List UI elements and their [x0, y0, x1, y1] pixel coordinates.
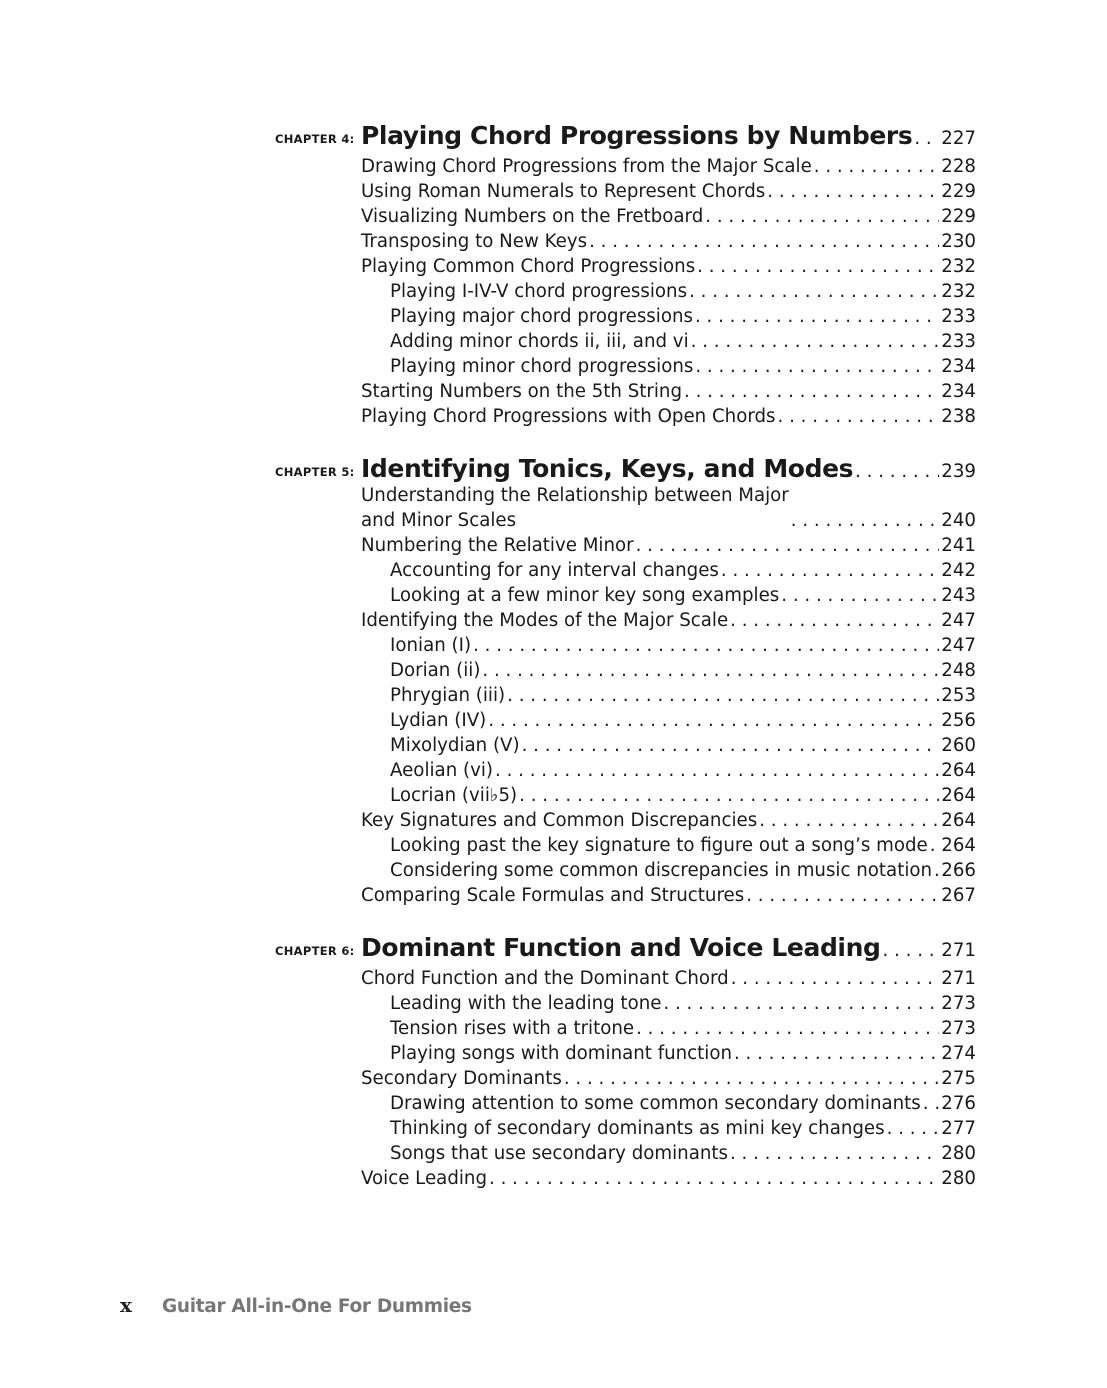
entry-page-number: 274 [941, 1043, 976, 1064]
entry-page-number: 233 [941, 306, 976, 327]
toc-subentry[interactable] [390, 583, 976, 608]
dot-leader [684, 379, 939, 404]
dot-leader [695, 304, 939, 329]
toc-entry[interactable] [361, 154, 976, 179]
chapter-section [0, 451, 1107, 908]
entry-page-number: 264 [941, 760, 976, 781]
dot-leader [814, 154, 940, 179]
entry-page-number: 264 [941, 785, 976, 806]
entry-page-number: 230 [941, 231, 976, 252]
entry-page-number: 233 [941, 331, 976, 352]
dot-leader [855, 459, 939, 484]
toc-entry[interactable] [361, 487, 976, 533]
toc-subentry[interactable] [390, 758, 976, 783]
entry-page-number: 240 [941, 510, 976, 531]
chapter-title: Identifying Tonics, Keys, and Modes [361, 454, 854, 483]
entry-title: Playing Common Chord Progressions [361, 256, 696, 277]
toc-entry[interactable] [361, 1066, 976, 1091]
entry-page-number: 241 [941, 535, 976, 556]
toc-subentry[interactable] [390, 733, 976, 758]
entry-page-number: 273 [941, 1018, 976, 1039]
toc-entry[interactable] [361, 1166, 976, 1191]
entry-page-number: 264 [941, 835, 976, 856]
dot-leader [495, 758, 939, 783]
dot-leader [767, 179, 939, 204]
entry-title: Dorian (ii) [390, 660, 481, 681]
dot-leader [734, 1041, 939, 1066]
entry-page-number: 271 [941, 968, 976, 989]
toc-subentry[interactable] [390, 833, 976, 858]
entry-page-number: 277 [941, 1118, 976, 1139]
entry-page-number: 229 [941, 181, 976, 202]
dot-leader [564, 1066, 939, 1091]
toc-subentry[interactable] [390, 1091, 976, 1116]
entry-title-continued: and Minor Scales [361, 510, 517, 531]
toc-subentry[interactable] [390, 279, 976, 304]
toc-subentry[interactable] [390, 1141, 976, 1166]
toc-entry[interactable] [361, 179, 976, 204]
entry-page-number: 256 [941, 710, 976, 731]
entry-title: Ionian (I) [390, 635, 472, 656]
chapter-section [0, 930, 1107, 1191]
entry-title: Locrian (vii♭5) [390, 785, 518, 806]
dot-leader [883, 938, 940, 963]
entry-page-number: 229 [941, 206, 976, 227]
entry-title: Aeolian (vi) [390, 760, 494, 781]
dot-leader [791, 508, 940, 533]
dot-leader [730, 608, 939, 633]
dot-leader [705, 204, 939, 229]
entry-title: Understanding the Relationship between Major [361, 485, 789, 506]
entry-title: Identifying the Modes of the Major Scale [361, 610, 729, 631]
dot-leader [482, 658, 939, 683]
chapter-page-number: 271 [941, 940, 976, 961]
dot-leader [636, 1016, 939, 1041]
dot-leader [934, 858, 939, 883]
entry-page-number: 247 [941, 635, 976, 656]
entry-page-number: 280 [941, 1143, 976, 1164]
dot-leader [488, 708, 939, 733]
entry-page-number: 238 [941, 406, 976, 427]
chapter-label: CHAPTER 5: [275, 465, 355, 479]
toc-subentry[interactable] [390, 1116, 976, 1141]
chapter-title: Dominant Function and Voice Leading [361, 933, 881, 962]
toc-subentry[interactable] [390, 683, 976, 708]
toc-subentry[interactable] [390, 304, 976, 329]
entry-page-number: 232 [941, 281, 976, 302]
page-number: x [120, 1293, 132, 1317]
entry-title: Secondary Dominants [361, 1068, 562, 1089]
dot-leader [887, 1116, 940, 1141]
toc-entry[interactable] [361, 404, 976, 429]
entry-page-number: 266 [941, 860, 976, 881]
toc-entry[interactable] [361, 883, 976, 908]
chapter-page-number: 227 [941, 128, 976, 149]
dot-leader [778, 404, 940, 429]
entry-title: Playing minor chord progressions [390, 356, 694, 377]
toc-subentry[interactable] [390, 558, 976, 583]
chapter-label: CHAPTER 4: [275, 132, 355, 146]
entry-title: Phrygian (iii) [390, 685, 506, 706]
entry-page-number: 232 [941, 256, 976, 277]
entry-title: Adding minor chords ii, iii, and vi [390, 331, 689, 352]
entry-title: Playing Chord Progressions with Open Chords [361, 406, 776, 427]
dot-leader [746, 883, 939, 908]
dot-leader [721, 558, 939, 583]
dot-leader [923, 1091, 940, 1116]
dot-leader [691, 329, 940, 354]
entry-title: Chord Function and the Dominant Chord [361, 968, 729, 989]
entry-page-number: 234 [941, 356, 976, 377]
dot-leader [781, 583, 939, 608]
entry-page-number: 228 [941, 156, 976, 177]
entry-title: Transposing to New Keys [361, 231, 588, 252]
toc-subentry[interactable] [390, 658, 976, 683]
entry-title: Looking past the key signature to figure out a song’s mode [390, 835, 928, 856]
chapter-heading[interactable] [275, 930, 976, 966]
toc-subentry[interactable] [390, 1016, 976, 1041]
dot-leader [519, 783, 939, 808]
dot-leader [695, 354, 939, 379]
entry-title: Key Signatures and Common Discrepancies [361, 810, 758, 831]
chapter-heading[interactable] [275, 118, 976, 154]
dot-leader [589, 229, 939, 254]
entry-title: Playing I-IV-V chord progressions [390, 281, 688, 302]
entry-title: Drawing Chord Progressions from the Major Scale [361, 156, 812, 177]
toc-subentry[interactable] [390, 1041, 976, 1066]
dot-leader [522, 733, 940, 758]
toc-subentry[interactable] [390, 783, 976, 808]
entry-title: Voice Leading [361, 1168, 487, 1189]
entry-page-number: 280 [941, 1168, 976, 1189]
entry-title: Comparing Scale Formulas and Structures [361, 885, 745, 906]
toc-entry[interactable] [361, 204, 976, 229]
toc-subentry[interactable] [390, 354, 976, 379]
dot-leader [731, 966, 940, 991]
entry-title: Playing major chord progressions [390, 306, 693, 327]
toc-entry[interactable] [361, 808, 976, 833]
entry-page-number: 273 [941, 993, 976, 1014]
entry-title: Songs that use secondary dominants [390, 1143, 728, 1164]
chapter-title: Playing Chord Progressions by Numbers [361, 121, 913, 150]
entry-page-number: 253 [941, 685, 976, 706]
page-footer [120, 1293, 472, 1317]
dot-leader [507, 683, 939, 708]
toc-subentry[interactable] [390, 708, 976, 733]
toc-entry[interactable] [361, 608, 976, 633]
chapter-heading[interactable] [275, 451, 976, 487]
dot-leader [730, 1141, 939, 1166]
toc-entry[interactable] [361, 966, 976, 991]
entry-title: Numbering the Relative Minor [361, 535, 634, 556]
toc-entry[interactable] [361, 379, 976, 404]
toc-subentry[interactable] [390, 329, 976, 354]
entry-title: Leading with the leading tone [390, 993, 662, 1014]
entry-page-number: 242 [941, 560, 976, 581]
entry-page-number: 234 [941, 381, 976, 402]
toc-subentry[interactable] [390, 991, 976, 1016]
entry-title: Thinking of secondary dominants as mini key changes [390, 1118, 885, 1139]
entry-page-number: 247 [941, 610, 976, 631]
table-of-contents [0, 118, 1107, 1213]
entry-page-number: 248 [941, 660, 976, 681]
toc-subentry[interactable] [390, 858, 976, 883]
dot-leader [759, 808, 939, 833]
chapter-section [0, 118, 1107, 429]
entry-title: Drawing attention to some common secondary dominants [390, 1093, 921, 1114]
entry-page-number: 267 [941, 885, 976, 906]
entry-page-number: 264 [941, 810, 976, 831]
entry-page-number: 243 [941, 585, 976, 606]
toc-entry[interactable] [361, 229, 976, 254]
dot-leader [689, 279, 939, 304]
book-title: Guitar All-in-One For Dummies [161, 1296, 472, 1317]
entry-title: Mixolydian (V) [390, 735, 520, 756]
entry-page-number: 275 [941, 1068, 976, 1089]
entry-page-number: 276 [941, 1093, 976, 1114]
entry-title: Lydian (IV) [390, 710, 487, 731]
entry-title: Using Roman Numerals to Represent Chords [361, 181, 766, 202]
entry-title: Tension rises with a tritone [390, 1018, 635, 1039]
toc-entry[interactable] [361, 254, 976, 279]
entry-title: Considering some common discrepancies in music notation [390, 860, 933, 881]
dot-leader [914, 126, 939, 151]
dot-leader [930, 833, 940, 858]
entry-page-number: 260 [941, 735, 976, 756]
chapter-page-number: 239 [941, 461, 976, 482]
dot-leader [697, 254, 939, 279]
entry-title: Starting Numbers on the 5th String [361, 381, 683, 402]
dot-leader [636, 533, 940, 558]
toc-subentry[interactable] [390, 633, 976, 658]
toc-entry[interactable] [361, 533, 976, 558]
entry-title: Looking at a few minor key song examples [390, 585, 780, 606]
entry-title: Visualizing Numbers on the Fretboard [361, 206, 704, 227]
entry-title: Accounting for any interval changes [390, 560, 719, 581]
dot-leader [663, 991, 939, 1016]
dot-leader [489, 1166, 939, 1191]
entry-title: Playing songs with dominant function [390, 1043, 732, 1064]
dot-leader [473, 633, 939, 658]
chapter-label: CHAPTER 6: [275, 944, 355, 958]
